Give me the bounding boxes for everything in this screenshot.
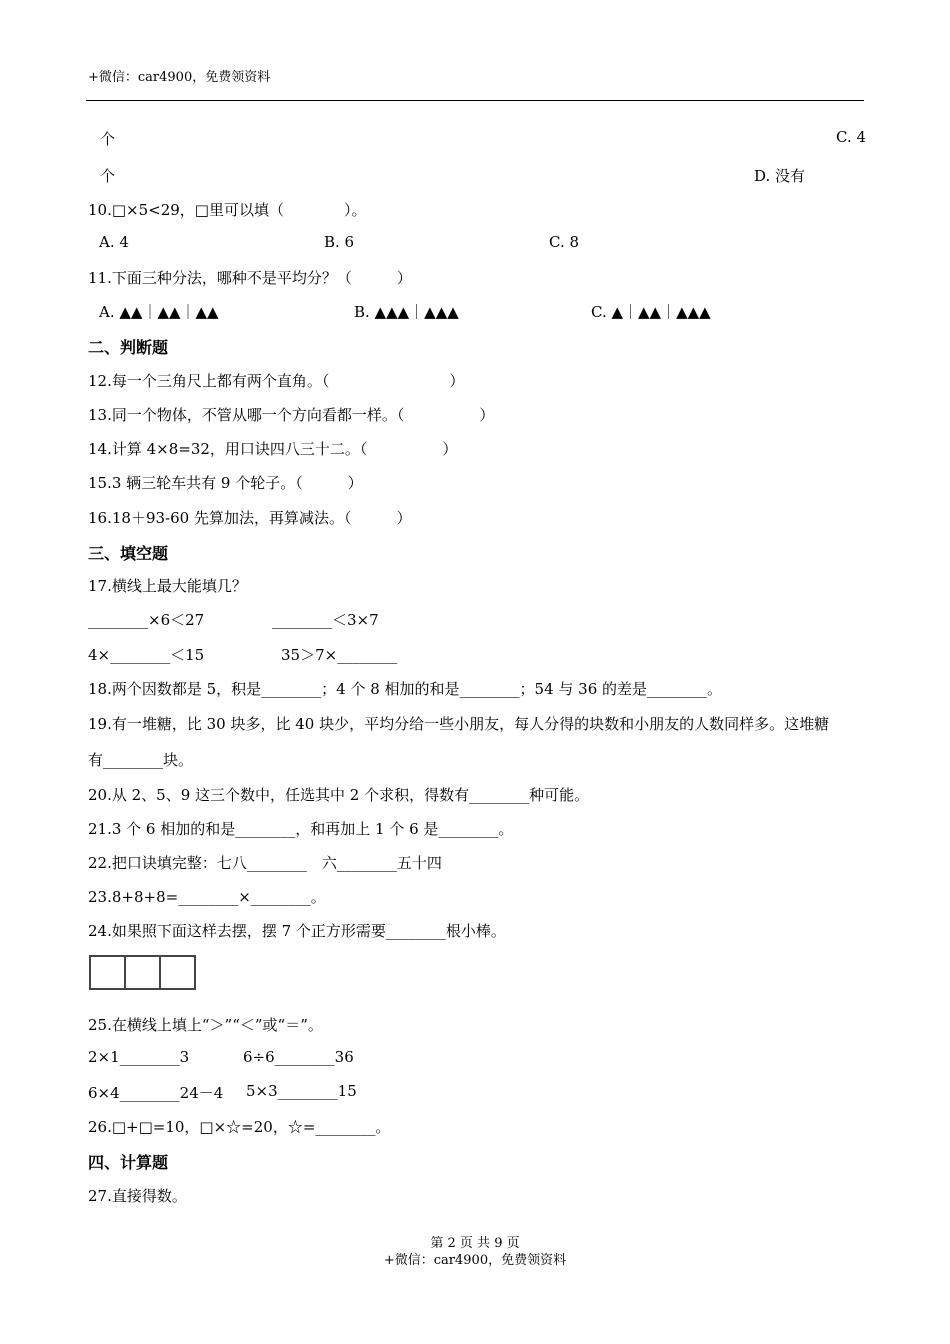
page-header: +微信：car4900，免费领资料 (88, 70, 271, 85)
question-14: 14.计算 4×8=32，用口诀四八三十二。（ ） (88, 440, 458, 458)
question-24: 24.如果照下面这样去摆，摆 7 个正方形需要________根小棒。 (88, 922, 506, 940)
section-3-title: 三、填空题 (88, 544, 169, 563)
q17-item-1: ________×6＜27 (88, 611, 205, 629)
question-10: 10.□×5<29，□里可以填（ ）。 (88, 201, 367, 219)
question-21: 21.3 个 6 相加的和是________，和再加上 1 个 6 是________。 (88, 820, 514, 838)
q25-item-3: 6×4________24－4 (88, 1084, 224, 1102)
question-23: 23.8+8+8=________×________。 (88, 888, 326, 906)
question-20: 20.从 2、5、9 这三个数中，任选其中 2 个求积，得数有________种可能。 (88, 786, 590, 804)
q17-item-4: 35＞7×________ (281, 646, 398, 664)
q10-option-a: A. 4 (99, 233, 129, 251)
square-2 (124, 955, 161, 990)
q17-item-2: ________＜3×7 (272, 611, 379, 629)
page-footer: +微信：car4900，免费领资料 (383, 1253, 567, 1268)
carryover-unit-2: 个 (100, 167, 116, 185)
q25-item-4: 5×3________15 (246, 1082, 357, 1100)
section-4-title: 四、计算题 (88, 1153, 169, 1172)
q25-item-1: 2×1________3 (88, 1048, 190, 1066)
question-19-line-2: 有________块。 (88, 751, 194, 769)
question-25: 25.在横线上填上“＞”“＜”或“＝”。 (88, 1016, 323, 1034)
question-22: 22.把口诀填完整：七八________ 六________五十四 (88, 854, 442, 872)
carryover-unit-1: 个 (100, 130, 116, 148)
question-19-line-1: 19.有一堆糖，比 30 块多，比 40 块少，平均分给一些小朋友，每人分得的块数和小朋友的人数同样多。这堆糖 (88, 715, 830, 733)
question-15: 15.3 辆三轮车共有 9 个轮子。（ ） (88, 474, 363, 492)
q10-option-c: C. 8 (549, 233, 580, 251)
square-3 (159, 955, 196, 990)
page-number: 第 2 页 共 9 页 (430, 1236, 520, 1251)
q10-option-b: B. 6 (324, 233, 355, 251)
question-13: 13.同一个物体，不管从哪一个方向看都一样。（ ） (88, 406, 495, 424)
q11-option-c: C. ▲｜▲▲｜▲▲▲ (591, 303, 711, 321)
question-17: 17.横线上最大能填几？ (88, 577, 247, 595)
header-rule (86, 100, 864, 101)
question-11: 11.下面三种分法，哪种不是平均分？（ ） (88, 269, 412, 287)
option-c-carryover: C. 4 (836, 128, 867, 146)
matchstick-squares-figure (89, 955, 196, 990)
q11-option-b: B. ▲▲▲｜▲▲▲ (354, 303, 459, 321)
question-26: 26.□+□=10，□×☆=20，☆=________。 (88, 1118, 391, 1136)
q25-item-2: 6÷6________36 (243, 1048, 354, 1066)
question-16: 16.18＋93-60 先算加法，再算减法。（ ） (88, 509, 412, 527)
question-27: 27.直接得数。 (88, 1187, 187, 1205)
q17-item-3: 4×________＜15 (88, 646, 205, 664)
q11-option-a: A. ▲▲｜▲▲｜▲▲ (99, 303, 219, 321)
question-12: 12.每一个三角尺上都有两个直角。（ ） (88, 372, 465, 390)
section-2-title: 二、判断题 (88, 338, 169, 357)
option-d-carryover: D. 没有 (754, 167, 806, 185)
square-1 (89, 955, 126, 990)
question-18: 18.两个因数都是 5，积是________；4 个 8 相加的和是________；54 与 36 的差是________。 (88, 680, 723, 698)
